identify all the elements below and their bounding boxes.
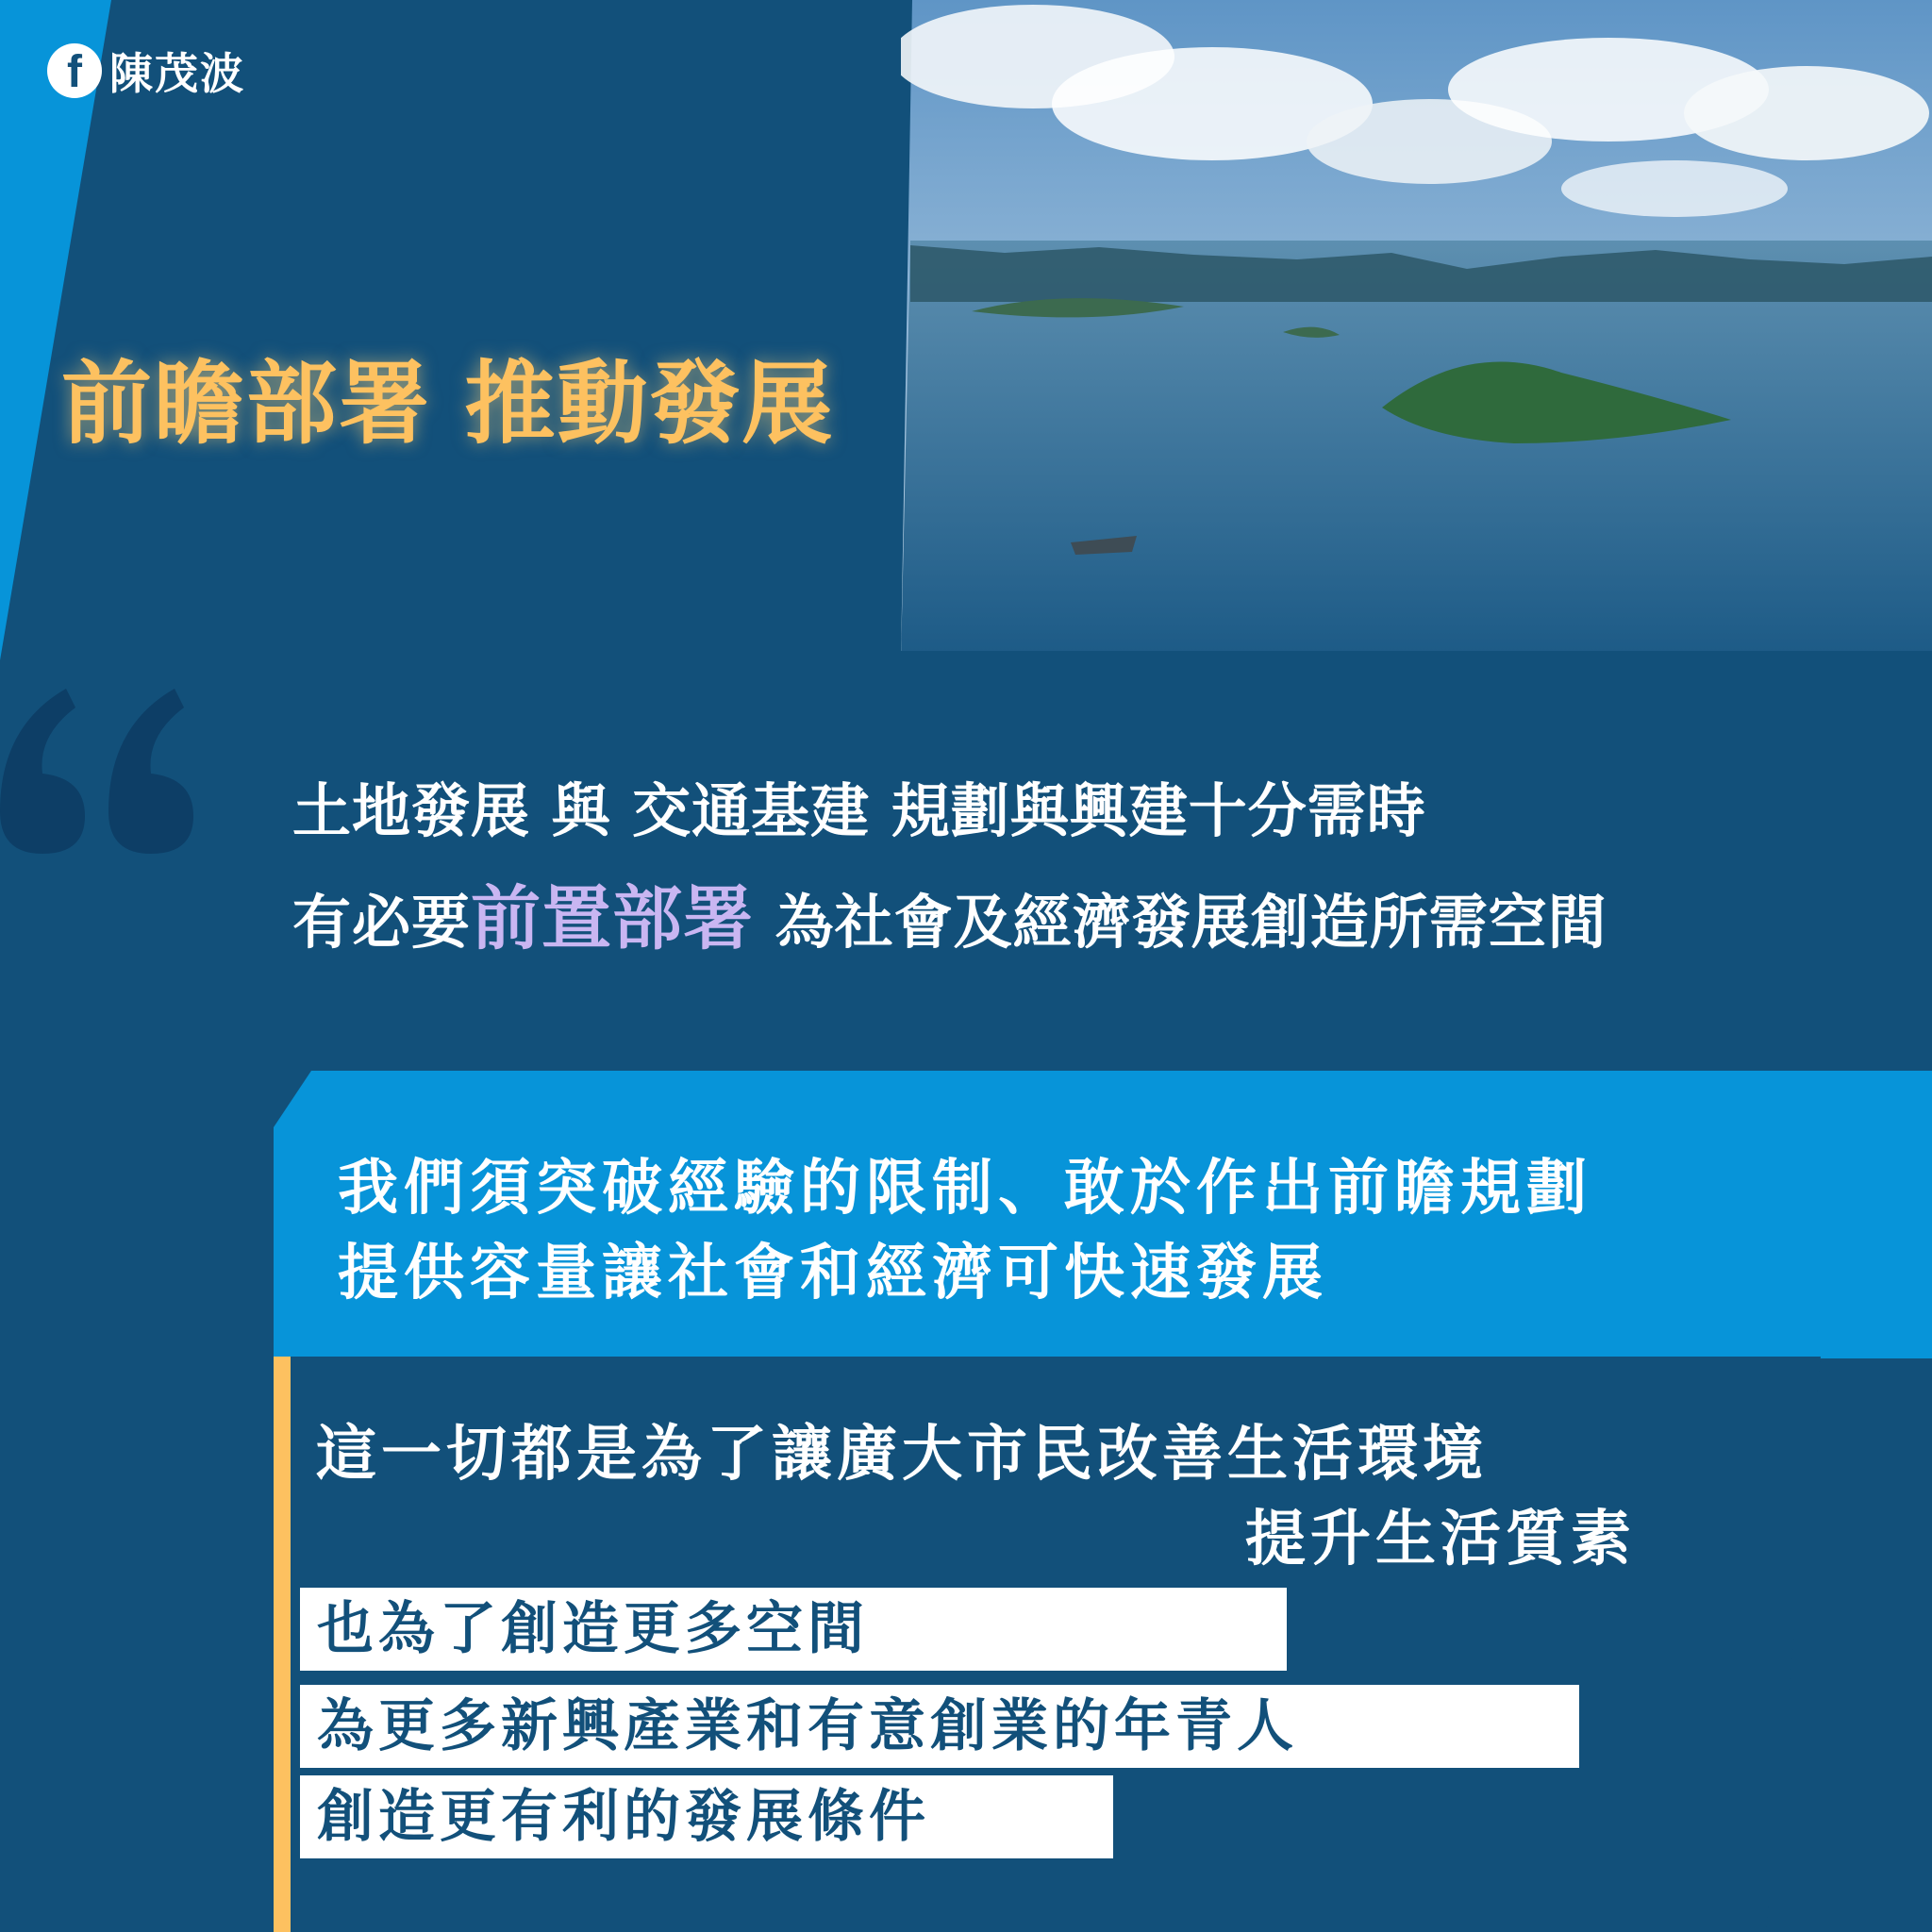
white-label-3: 創造更有利的發展條件 [300, 1775, 1113, 1858]
quote-line-1: 土地發展 與 交通基建 規劃與興建十分需時 [292, 776, 1426, 845]
white-label-1: 也為了創造更多空間 [300, 1588, 1287, 1671]
author-name: 陳茂波 [109, 48, 245, 99]
facebook-badge [47, 40, 245, 102]
panel-line-2: 提供容量讓社會和經濟可快速發展 [338, 1239, 1328, 1308]
panel-line-1: 我們須突破經驗的限制、敢於作出前瞻規劃 [338, 1154, 1592, 1224]
life-line-2: 提升生活質素 [1245, 1505, 1636, 1574]
quote-line-2-suffix: 為社會及經濟發展創造所需空間 [754, 888, 1607, 957]
yellow-accent-bar [274, 1357, 291, 1932]
quote-line-2-prefix: 有必要 [292, 888, 472, 957]
headline: 前瞻部署 推動發展 [61, 351, 835, 457]
quote-line-2 [292, 863, 1607, 963]
quote-highlight: 前置部署 [471, 878, 755, 959]
quote-mark-icon [0, 670, 208, 858]
facebook-icon: f [47, 43, 102, 98]
white-label-2: 為更多新興產業和有意創業的年青人 [300, 1685, 1579, 1768]
left-accent-stripe [0, 0, 151, 1932]
life-line-1: 這一切都是為了讓廣大市民改善生活環境 [316, 1420, 1488, 1490]
seascape-photo [901, 0, 1932, 679]
